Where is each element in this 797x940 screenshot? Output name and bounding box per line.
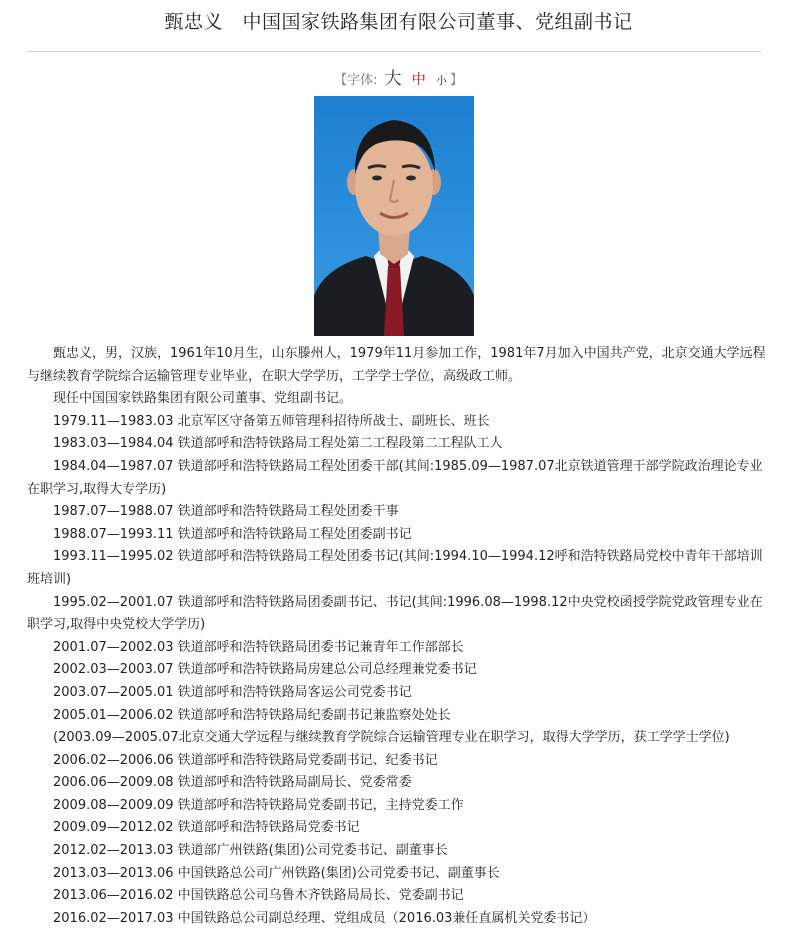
career-entry: 2006.06—2009.08 铁道部呼和浩特铁路局副局长、党委常委	[53, 775, 412, 791]
career-entry: 2006.02—2006.06 铁道部呼和浩特铁路局党委副书记、纪委书记	[53, 752, 438, 768]
font-size-label: 字体:	[347, 73, 378, 88]
career-entry: 2009.08—2009.09 铁道部呼和浩特铁路局党委副书记，主持党委工作	[53, 797, 464, 813]
font-size-large-button[interactable]: 大	[384, 69, 402, 89]
font-size-small-button[interactable]: 小	[435, 74, 447, 87]
career-entry: 2003.07—2005.01 铁道部呼和浩特铁路局客运公司党委书记	[53, 684, 412, 700]
title-divider	[27, 51, 761, 52]
career-entry: 2002.03—2003.07 铁道部呼和浩特铁路局房建总公司总经理兼党委书记	[53, 662, 477, 678]
career-entry: 1984.04—1987.07 铁道部呼和浩特铁路局工程处团委干部(其间:1985.09—1987.07北京铁道管理干部学院政治理论专业在职学习,取得大专学历)	[27, 458, 763, 497]
career-entry: 2016.02—2017.03 中国铁路总公司副总经理、党组成员（2016.03兼任直属机关党委书记）	[53, 910, 596, 926]
font-size-control	[0, 64, 797, 89]
font-size-open-bracket: 【	[334, 73, 348, 88]
career-entry: 2013.06—2016.02 中国铁路总公司乌鲁木齐铁路局局长、党委副书记	[53, 888, 464, 904]
font-size-medium-button[interactable]: 中	[411, 72, 426, 88]
career-entry: 1995.02—2001.07 铁道部呼和浩特铁路局团委副书记、书记(其间:1996.08—1998.12中央党校函授学院党政管理专业在职学习,取得中央党校大学学历)	[27, 594, 763, 633]
career-entry: 1987.07—1988.07 铁道部呼和浩特铁路局工程处团委干事	[53, 504, 399, 520]
career-entry: 2001.07—2002.03 铁道部呼和浩特铁路局团委书记兼青年工作部部长	[53, 639, 464, 655]
current-position-paragraph: 现任中国国家铁路集团有限公司董事、党组副书记。	[53, 391, 353, 407]
career-entry: 2012.02—2013.03 铁道部广州铁路(集团)公司党委书记、副董事长	[53, 843, 448, 859]
font-size-close-bracket: 】	[449, 73, 463, 88]
portrait-photo	[314, 96, 474, 336]
career-entry: 1988.07—1993.11 铁道部呼和浩特铁路局工程处团委副书记	[53, 526, 412, 542]
bio-intro-paragraph: 甄忠义，男，汉族，1961年10月生，山东滕州人，1979年11月参加工作，1981年7月加入中国共产党，北京交通大学远程与继续教育学院综合运输管理专业毕业，在职大学学历，工学学士学位，高级政工师。	[27, 346, 766, 384]
career-entry: 1979.11—1983.03 北京军区守备第五师管理科招待所战士、副班长、班长	[53, 413, 490, 429]
biography	[27, 343, 767, 930]
career-entry: 1983.03—1984.04 铁道部呼和浩特铁路局工程处第二工程段第二工程队工人	[53, 436, 503, 452]
career-entry: 2005.01—2006.02 铁道部呼和浩特铁路局纪委副书记兼监察处处长	[53, 707, 451, 723]
page-title: 甄忠义 中国国家铁路集团有限公司董事、党组副书记	[164, 11, 633, 33]
career-entry: (2003.09—2005.07北京交通大学远程与继续教育学院综合运输管理专业在职学习，取得大学学历，获工学学士学位)	[53, 730, 730, 746]
career-entry: 2013.03—2013.06 中国铁路总公司广州铁路(集团)公司党委书记、副董事长	[53, 865, 500, 881]
career-entry: 1993.11—1995.02 铁道部呼和浩特铁路局工程处团委书记(其间:1994.10—1994.12呼和浩特铁路局党校中青年干部培训班培训)	[27, 549, 763, 587]
career-entry: 2009.09—2012.02 铁道部呼和浩特铁路局党委书记	[53, 820, 360, 836]
